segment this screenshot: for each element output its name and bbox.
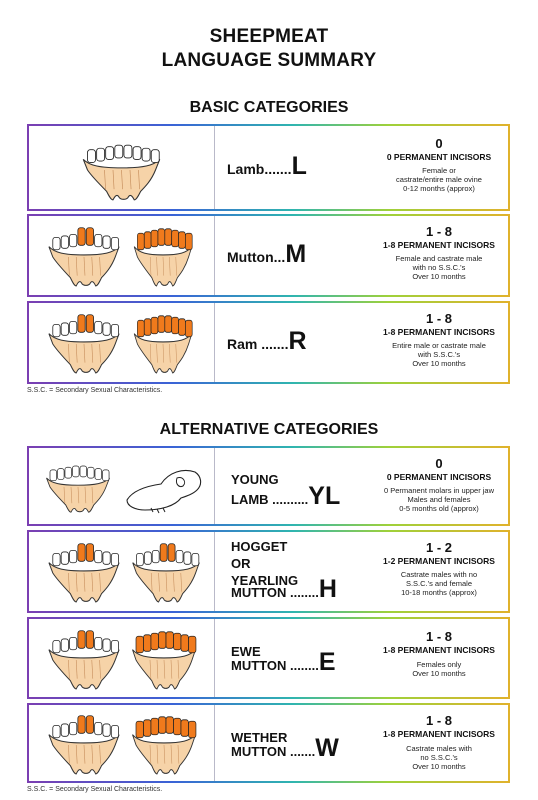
jaw-icon bbox=[131, 313, 195, 375]
category-name: Lamb....... bbox=[227, 161, 292, 177]
incisor-label: 1-8 PERMANENT INCISORS bbox=[383, 240, 495, 250]
category-info bbox=[369, 713, 509, 771]
category-code: E bbox=[318, 648, 336, 676]
category-description: Castrate males with no S.S.C.'s Over 10 months bbox=[406, 744, 472, 771]
card-divider bbox=[214, 705, 215, 781]
card-divider bbox=[214, 448, 215, 524]
card-divider bbox=[214, 126, 215, 209]
jaw-icon bbox=[45, 313, 123, 375]
category-name-line: YOUNG bbox=[231, 472, 279, 487]
category-info bbox=[369, 629, 509, 678]
category-name-line: LAMB .......... bbox=[231, 492, 309, 507]
card-divider bbox=[214, 216, 215, 295]
category-info bbox=[369, 311, 509, 368]
category-name-line: EWE bbox=[231, 644, 261, 659]
footnote: S.S.C. = Secondary Sexual Characteristics. bbox=[27, 786, 163, 793]
footnote: S.S.C. = Secondary Sexual Characteristics. bbox=[27, 387, 163, 394]
category-description: Female and castrate male with no S.S.C.'s Over 10 months bbox=[395, 254, 483, 281]
category-info bbox=[369, 136, 509, 193]
incisor-label: 1-2 PERMANENT INCISORS bbox=[383, 556, 495, 566]
category-name-line: WETHER bbox=[231, 730, 288, 745]
jaw-icon bbox=[129, 629, 199, 691]
incisor-count: 1 - 2 bbox=[425, 540, 452, 555]
card-divider bbox=[214, 532, 215, 611]
category-label bbox=[227, 240, 306, 269]
card-divider bbox=[214, 303, 215, 382]
incisor-label: 1-8 PERMANENT INCISORS bbox=[383, 327, 495, 337]
category-info bbox=[369, 540, 509, 597]
category-card-lamb bbox=[27, 124, 510, 211]
jaw-illustration-area bbox=[29, 303, 214, 382]
category-info bbox=[369, 456, 509, 513]
jaw-illustration-area bbox=[29, 619, 214, 697]
incisor-count: 1 - 8 bbox=[425, 629, 452, 644]
category-card-wether-mutton bbox=[27, 703, 510, 783]
jaw-icon bbox=[43, 460, 113, 514]
jaw-icon bbox=[129, 714, 199, 776]
category-code: R bbox=[288, 327, 307, 355]
category-label bbox=[231, 643, 336, 674]
category-code: H bbox=[318, 575, 337, 603]
category-code: M bbox=[285, 240, 307, 268]
incisor-label: 1-8 PERMANENT INCISORS bbox=[383, 645, 495, 655]
category-card-young-lamb bbox=[27, 446, 510, 526]
category-card-mutton bbox=[27, 214, 510, 297]
jaw-icon bbox=[45, 542, 123, 604]
category-description: Entire male or castrate male with S.S.C.'s Over 10 months bbox=[392, 341, 486, 368]
incisor-count: 1 - 8 bbox=[425, 713, 452, 728]
category-name: Ram ....... bbox=[227, 336, 289, 352]
category-description: Castrate males with no S.S.C.'s and female 10-18 months (approx) bbox=[400, 570, 478, 597]
sheep-skull-icon bbox=[121, 460, 207, 516]
card-divider bbox=[214, 619, 215, 697]
jaw-illustration-area bbox=[29, 216, 214, 295]
category-label bbox=[231, 538, 337, 601]
category-name-line: YEARLING bbox=[231, 573, 299, 588]
alternative-categories-heading: ALTERNATIVE CATEGORIES bbox=[159, 421, 379, 438]
incisor-label: 1-8 PERMANENT INCISORS bbox=[383, 729, 495, 739]
jaw-illustration-area bbox=[29, 126, 214, 209]
category-card-ram bbox=[27, 301, 510, 384]
category-code: W bbox=[315, 734, 339, 762]
jaw-icon bbox=[131, 226, 195, 288]
category-name: Mutton... bbox=[227, 249, 286, 265]
jaw-icon bbox=[45, 714, 123, 776]
category-name-line: OR bbox=[231, 556, 251, 571]
jaw-illustration-area bbox=[29, 532, 214, 611]
jaw-illustration-area bbox=[29, 705, 214, 781]
category-name-line: MUTTON ........ bbox=[231, 658, 319, 673]
jaw-icon bbox=[45, 226, 123, 288]
category-label bbox=[231, 729, 339, 760]
jaw-illustration-area bbox=[29, 448, 214, 524]
category-description: Female or castrate/entire male ovine 0-12 months (approx) bbox=[396, 166, 482, 193]
page-title-line2: LANGUAGE SUMMARY bbox=[161, 50, 377, 71]
jaw-icon bbox=[129, 542, 203, 604]
category-description: 0 Permanent molars in upper jaw Males and females 0-5 months old (approx) bbox=[383, 486, 495, 513]
category-label bbox=[231, 471, 340, 508]
incisor-count: 1 - 8 bbox=[425, 311, 452, 326]
category-name-line: MUTTON ....... bbox=[231, 744, 316, 759]
category-label bbox=[227, 152, 307, 181]
incisor-count: 1 - 8 bbox=[425, 224, 452, 239]
jaw-icon bbox=[45, 629, 123, 691]
incisor-label: 0 PERMANENT INCISORS bbox=[386, 472, 492, 482]
incisor-label: 0 PERMANENT INCISORS bbox=[386, 152, 492, 162]
jaw-icon bbox=[79, 138, 164, 202]
category-code: YL bbox=[308, 482, 341, 510]
category-code: L bbox=[291, 152, 307, 180]
category-card-hogget bbox=[27, 530, 510, 613]
basic-categories-heading: BASIC CATEGORIES bbox=[189, 99, 349, 116]
incisor-count: 0 bbox=[435, 456, 443, 471]
category-label bbox=[227, 327, 307, 356]
category-name-line: HOGGET bbox=[231, 539, 288, 554]
category-info bbox=[369, 224, 509, 281]
category-name-line: MUTTON ........ bbox=[231, 585, 319, 600]
category-description: Females only Over 10 months bbox=[412, 660, 466, 678]
category-card-ewe-mutton bbox=[27, 617, 510, 699]
page-title-line1: SHEEPMEAT bbox=[209, 26, 329, 47]
incisor-count: 0 bbox=[435, 136, 443, 151]
